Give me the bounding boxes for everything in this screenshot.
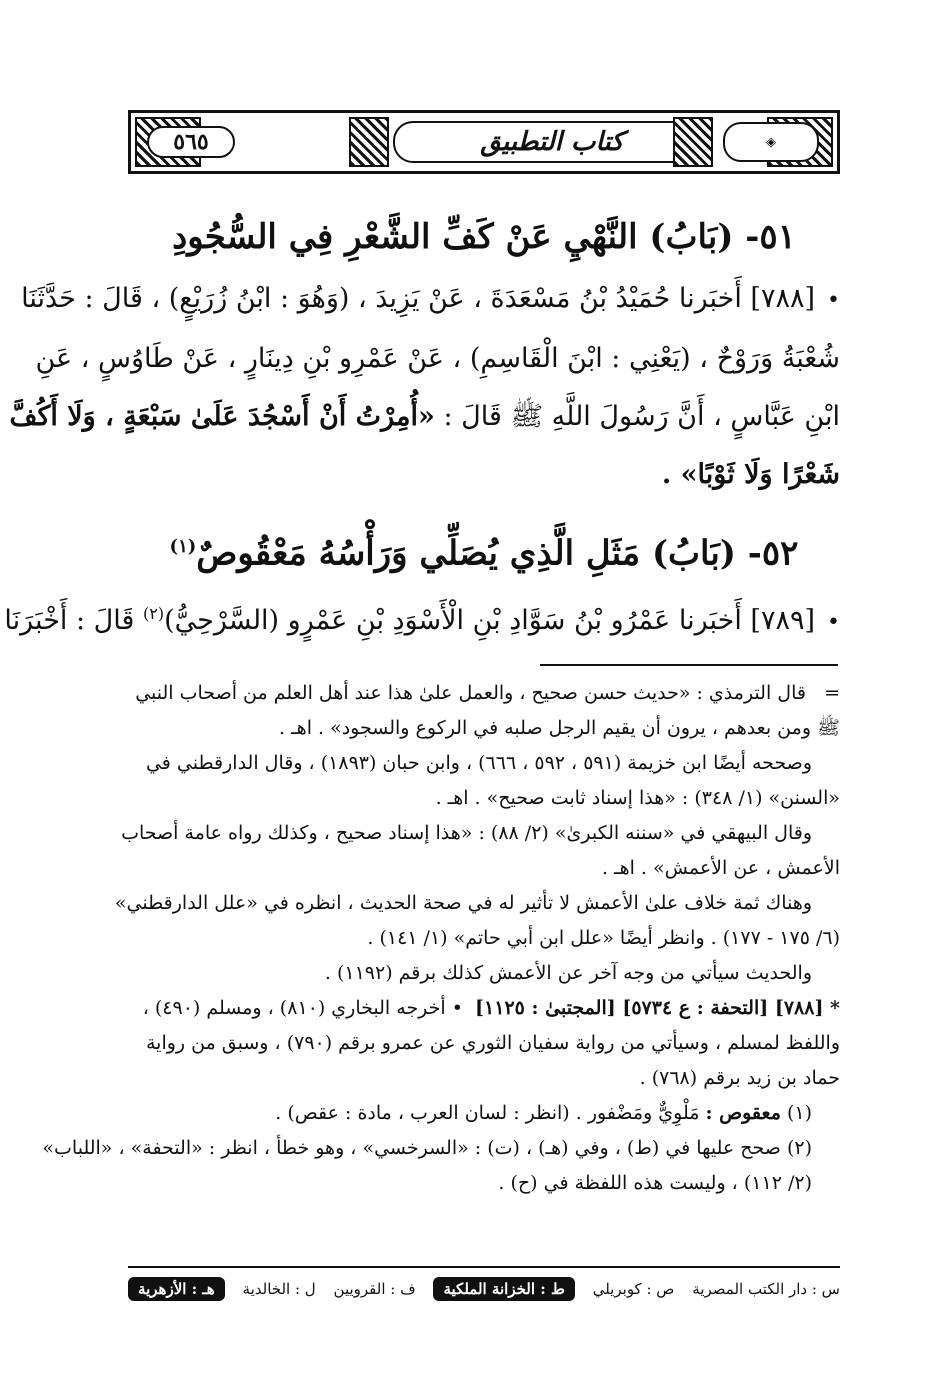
chapter-52-text: ٥٢- (بَابُ) مَثَلِ الَّذِي يُصَلِّي وَرَأْسُهُ مَعْقُوصٌ bbox=[196, 533, 799, 574]
note-line-6: الأعمش ، عن الأعمش» . اهـ . bbox=[601, 857, 840, 879]
page-number: ٥٦٥ bbox=[147, 126, 235, 158]
takhrij-line-2: واللفظ لمسلم ، وسيأتي من رواية سفيان الثوري عن عمرو برقم (٧٩٠) ، وسبق من رواية bbox=[145, 1032, 840, 1054]
footnote-1-text: مَلْوِيٌّ ومَضْفور . (انظر : لسان العرب ، مادة : عقص) . bbox=[275, 1102, 700, 1124]
takhrij-line-3: حماد بن زيد برقم (٧٦٨) . bbox=[639, 1067, 840, 1089]
footnote-1-term: معقوص : bbox=[705, 1102, 781, 1124]
legend-item-f: ف : القرويين bbox=[333, 1280, 416, 1298]
chapter-title-51: ٥١- (بَابُ) النَّهْيِ عَنْ كَفِّ الشَّعْرِ فِي السُّجُودِ bbox=[172, 217, 796, 257]
takhrij-rest: • أخرجه البخاري (٨١٠) ، ومسلم (٤٩٠) ، bbox=[142, 997, 463, 1019]
hadith-789-line-1 bbox=[4, 585, 840, 652]
note-line-8: (٦/ ١٧٥ - ١٧٧) . وانظر أيضًا «علل ابن أبي حاتم» (١/ ١٤١) . bbox=[367, 927, 840, 949]
hadith-788-line-3 bbox=[9, 388, 840, 446]
book-seal-logo: ◈ bbox=[723, 122, 819, 162]
footnote-1-number: (١) bbox=[786, 1102, 812, 1124]
hadith-788-line-2: شُعْبَةُ وَرَوْحٌ ، (يَعْنِي : ابْنَ الْقَاسِمِ) ، عَنْ عَمْرِو بْنِ دِينَارٍ ، عَنْ طَاوُسٍ ، عَنِ bbox=[35, 343, 840, 374]
hadith-788-line-1 bbox=[21, 270, 840, 330]
note-line-1 bbox=[128, 676, 840, 711]
footnote-2-line-1: (٢) صحح عليها في (ط) ، وفي (هـ) ، (ت) : «السرخسي» ، وهو خطأ ، انظر : «التحفة» ، «اللباب» bbox=[42, 1137, 812, 1159]
note-text-1: قال الترمذي : «حديث حسن صحيح ، والعمل علىٰ هذا عند أهل العلم من أصحاب النبي bbox=[135, 682, 806, 704]
note-line-5: وقال البيهقي في «سننه الكبرىٰ» (٢/ ٨٨) : «هذا إسناد صحيح ، وكذلك رواه عامة أصحاب bbox=[121, 822, 812, 844]
continuation-dash: = bbox=[824, 682, 840, 704]
legend-item-s2: ص : كوبريلي bbox=[592, 1280, 675, 1298]
takhrij-head: * [٧٨٨] [التحفة : ع ٥٧٣٤] [المجتبىٰ : ١١٢٥] bbox=[475, 997, 840, 1019]
note-line-2: ﷺ ومن بعدهم ، يرون أن يقيم الرجل صلبه في الركوع والسجود» . اهـ . bbox=[279, 717, 840, 739]
hadith-788-line-4: شَعْرًا وَلَا ثَوْبًا» . bbox=[661, 459, 840, 490]
note-line-3: وصححه أيضًا ابن خزيمة (٥٩١ ، ٥٩٢ ، ٦٦٦) ، وابن حبان (١٨٩٣) ، وقال الدارقطني في bbox=[145, 752, 812, 774]
legend-item-h: هـ : الأزهرية bbox=[128, 1277, 225, 1301]
bullet-icon: • bbox=[827, 610, 840, 635]
footnote-1 bbox=[128, 1096, 840, 1131]
hadith-789-text-end: قَالَ : أَخْبَرَنَا bbox=[4, 605, 135, 636]
hadith-788 bbox=[9, 270, 840, 504]
bullet-icon: • bbox=[827, 288, 840, 313]
legend-item-l: ل : الخالدية bbox=[242, 1280, 316, 1298]
chapter-title-52 bbox=[130, 522, 838, 578]
legend-item-s: س : دار الكتب المصرية bbox=[692, 1280, 840, 1298]
legend-item-t: ط : الخزانة الملكية bbox=[433, 1277, 574, 1301]
note-line-9: والحديث سيأتي من وجه آخر عن الأعمش كذلك برقم (١١٩٢) . bbox=[324, 962, 812, 984]
takhrij-line-1 bbox=[128, 991, 840, 1026]
hadith-789 bbox=[4, 585, 840, 652]
hadith-789-text: [٧٨٩] أَخبَرنا عَمْرُو بْنُ سَوَّادِ بْنِ الْأَسْوَدِ بْنِ عَمْرٍو (السَّرْحِيُّ) bbox=[164, 605, 816, 636]
footnotes bbox=[42, 676, 840, 1201]
note-line-4: «السنن» (١/ ٣٤٨) : «هذا إسناد ثابت صحيح» . اهـ . bbox=[435, 787, 840, 809]
hadith-788-quote: «أُمِرْتُ أَنْ أَسْجُدَ عَلَىٰ سَبْعَةٍ ، وَلَا أَكُفَّ bbox=[9, 401, 435, 432]
header-ornament-left-inner bbox=[349, 117, 389, 167]
book-title: كتاب التطبيق bbox=[393, 121, 711, 163]
footnote-marker-1: (١) bbox=[169, 536, 197, 557]
note-line-7: وهناك ثمة خلاف علىٰ الأعمش لا تأثير له في صحة الحديث ، انظره في «علل الدارقطني» bbox=[114, 892, 812, 914]
footnote-2-line-2: (٢/ ١١٢) ، وليست هذه اللفظة في (ح) . bbox=[498, 1172, 812, 1194]
manuscript-legend bbox=[128, 1272, 840, 1306]
hadith-788-text-1: [٧٨٨] أَخبَرنا حُمَيْدُ بْنُ مَسْعَدَةَ ، عَنْ يَزِيدَ ، (وَهُوَ : ابْنُ زُرَيْعٍ) ، قَالَ : حَدَّثَنَا bbox=[21, 283, 816, 314]
hadith-788-text-3: ابْنِ عَبَّاسٍ ، أَنَّ رَسُولَ اللَّهِ ﷺ قَالَ : bbox=[443, 401, 840, 432]
header-ornament-right-inner bbox=[673, 117, 713, 167]
page-header bbox=[128, 110, 840, 174]
footnote-marker-2: (٢) bbox=[143, 604, 165, 623]
footer-rule bbox=[128, 1266, 840, 1268]
footnote-separator bbox=[540, 664, 838, 666]
